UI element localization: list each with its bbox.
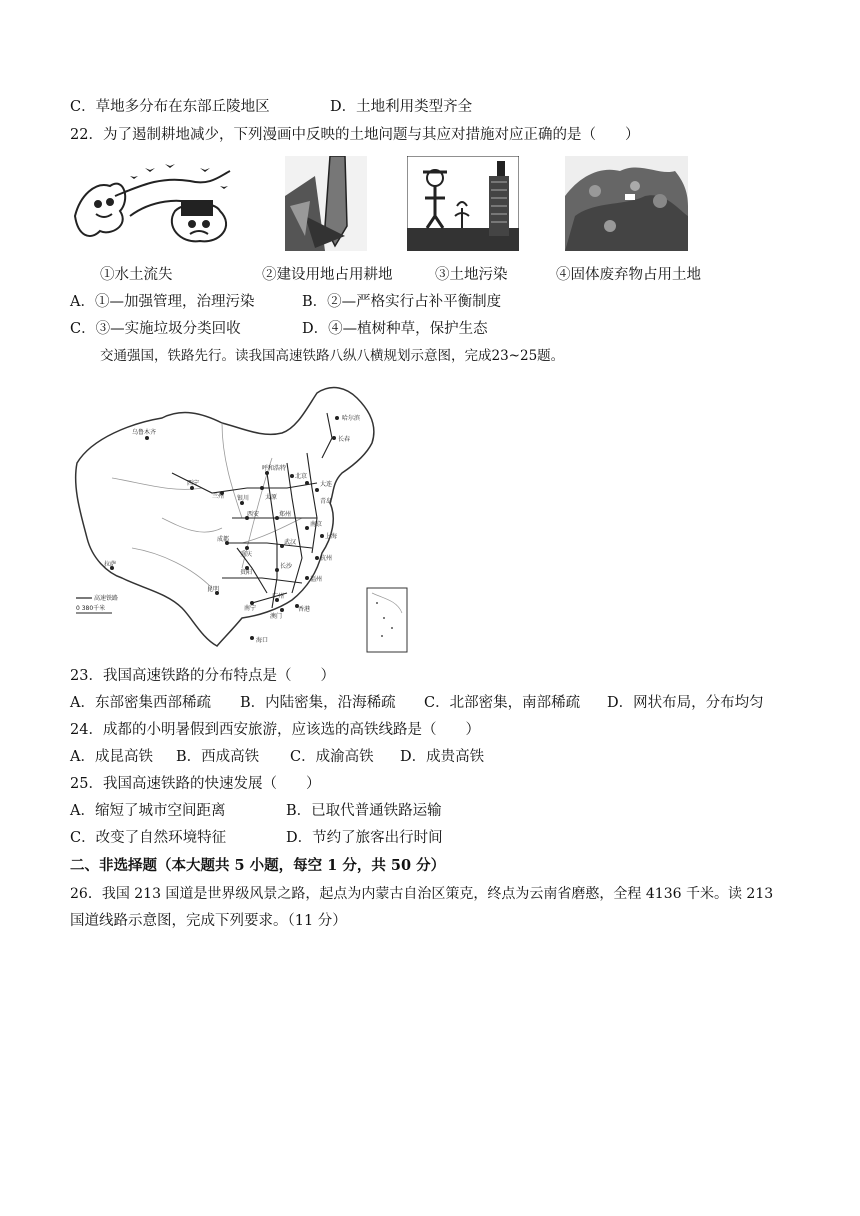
passage-intro: 交通强国，铁路先行。读我国高速铁路八纵八横规划示意图，完成23~25题。 — [100, 348, 565, 364]
cartoon-construction — [285, 156, 367, 251]
city-chongqing: 重庆 — [240, 551, 253, 558]
q25-option-c: C．改变了自然环境特征 — [70, 830, 227, 846]
cartoon-soil-pollution — [407, 156, 519, 251]
q25-option-b: B．已取代普通铁路运输 — [286, 803, 442, 819]
q21-option-d: D．土地利用类型齐全 — [330, 99, 473, 115]
city-hongkong: 香港 — [298, 606, 311, 613]
city-harbin: 哈尔滨 — [342, 415, 361, 422]
q22-option-a: A．①—加强管理，治理污染 — [70, 294, 255, 310]
china-hsr-map — [72, 378, 412, 654]
q22-caption-1: ①水土流失 — [100, 267, 173, 283]
q23-option-d: D．网状布局，分布均匀 — [607, 695, 764, 711]
south-china-sea-inset — [367, 588, 407, 652]
city-shanghai: 上海 — [325, 533, 338, 540]
q22-stem: 22．为了遏制耕地减少，下列漫画中反映的土地问题与其应对措施对应正确的是（ ） — [70, 127, 640, 143]
city-qingdao: 青岛 — [320, 498, 333, 505]
q22-caption-2: ②建设用地占用耕地 — [262, 267, 393, 283]
cartoon-soil-erosion — [70, 156, 240, 251]
city-kunming: 昆明 — [207, 586, 220, 593]
city-wuhan: 武汉 — [284, 539, 297, 546]
q26-stem-line1: 26．我国 213 国道是世界级风景之路，起点为内蒙古自治区策克，终点为云南省磨憨，全程 4136 千米。读 213 — [70, 886, 774, 902]
city-xian: 西安 — [247, 511, 260, 518]
city-lanzhou: 兰州 — [212, 493, 225, 500]
city-nanning: 南宁 — [244, 605, 257, 612]
q25-option-a: A．缩短了城市空间距离 — [70, 803, 226, 819]
city-nanjing: 南京 — [310, 521, 323, 528]
city-changsha: 长沙 — [280, 563, 293, 570]
scale-bar-label: 0 380千米 — [76, 605, 106, 612]
city-dalian: 大连 — [320, 481, 333, 488]
q25-stem: 25．我国高速铁路的快速发展（ ） — [70, 776, 321, 792]
q22-caption-3: ③土地污染 — [435, 267, 508, 283]
section-2-heading: 二、非选择题（本大题共 5 小题，每空 1 分，共 50 分） — [70, 857, 446, 874]
city-guangzhou: 广州 — [272, 593, 285, 600]
q23-option-b: B．内陆密集，沿海稀疏 — [240, 695, 396, 711]
city-chengdu: 成都 — [217, 536, 230, 543]
city-xining: 西宁 — [187, 480, 200, 487]
q22-option-d: D．④—植树种草，保护生态 — [302, 321, 488, 337]
q21-option-c: C．草地多分布在东部丘陵地区 — [70, 99, 270, 115]
q23-stem: 23．我国高速铁路的分布特点是（ ） — [70, 668, 335, 684]
q24-option-b: B．西成高铁 — [176, 749, 260, 765]
city-fuzhou: 福州 — [310, 576, 323, 583]
q24-option-d: D．成贵高铁 — [400, 749, 485, 765]
q25-option-d: D．节约了旅客出行时间 — [286, 830, 443, 846]
q22-caption-4: ④固体废弃物占用土地 — [556, 267, 701, 283]
city-lhasa: 拉萨 — [104, 561, 117, 568]
q23-option-c: C．北部密集，南部稀疏 — [424, 695, 581, 711]
q22-option-b: B．②—严格实行占补平衡制度 — [302, 294, 502, 310]
q26-stem-line2: 国道线路示意图，完成下列要求。（11 分） — [70, 913, 347, 929]
city-yinchuan: 银川 — [237, 495, 250, 502]
legend-hsr-label: 高速铁路 — [94, 595, 119, 602]
city-guiyang: 贵阳 — [240, 569, 253, 576]
city-macau: 澳门 — [270, 613, 283, 620]
city-haikou: 海口 — [256, 637, 269, 644]
city-beijing: 北京 — [295, 473, 308, 480]
cartoon-solid-waste — [565, 156, 688, 251]
q24-option-a: A．成昆高铁 — [70, 749, 153, 765]
city-hangzhou: 杭州 — [320, 555, 333, 562]
city-urumqi: 乌鲁木齐 — [132, 429, 157, 436]
city-changchun: 长春 — [338, 436, 351, 443]
q24-stem: 24．成都的小明暑假到西安旅游，应该选的高铁线路是（ ） — [70, 722, 480, 738]
city-zhengzhou: 郑州 — [279, 511, 292, 518]
q24-option-c: C．成渝高铁 — [290, 749, 374, 765]
city-hohhot: 呼和浩特 — [262, 465, 287, 472]
city-taiyuan: 太原 — [265, 494, 278, 501]
q23-option-a: A．东部密集西部稀疏 — [70, 695, 211, 711]
q22-option-c: C．③—实施垃圾分类回收 — [70, 321, 241, 337]
